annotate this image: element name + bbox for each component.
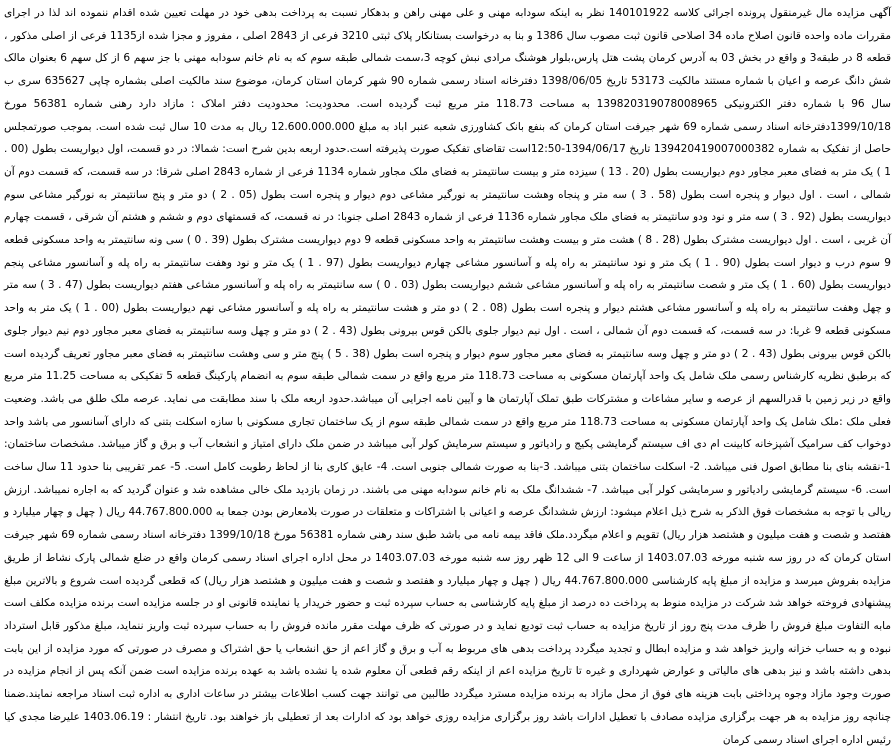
notice-body-text: آگهی مزایده مال غیرمنقول پرونده اجرائی کلاسه 140101922 نظر به اینکه سودابه مهنی و علی مهنی راهن و بدهکار نسبت به پرداخت بدهی خود در مهلت تعیین شده اقدام ننموده اند لذا در اجرای مقررات ماده واحده قانون اصلاح ماده 34 اصلاحی قانون ثبت مصوب سال 1386 و بنا به درخواست بستانکار پلاک ثبتی 3210 فرعی از 2843 اصلی ، مفروز و مجزا شده از1135 فرعی از اصلی مذکور ، قطعه 8 در طبقه3 و واقع در بخش 03 به آدرس کرمان پشت هتل پارس،بلوار هوشنگ مرادی نبش کوچه 3،سمت شمالی طبقه سوم که به نام خانم سودابه مهنی با جز سهم 6 از کل سهم 6 بعنوان مالک شش دانگ عرصه و اعیان با شماره مستند مالکیت 53173 تاریخ 1398/06/05 دفترخانه اسناد رسمی شماره 90 شهر کرمان استان کرمان، موضوع سند مالکیت اصلی بشماره چاپی 635627 سری ب سال 96 با شماره دفتر الکترونیکی 139820319078008965 به مساحت 118.73 متر مربع ثبت گردیده است. محدودیت: محدودیت دفتر املاک : مازاد دارد رهنی شماره 56381 مورخ 1399/10/18دفترخانه اسناد رسمی شماره 69 شهر جیرفت استان کرمان که بنفع بانک کشاورزی شعبه عنبر اباد به مبلغ 12.600.000.000 ریال به مدت 10 سال ثبت شده است. بموجب صورتمجلس حاصل از تفکیک به شماره 139420419007000382 تاریخ 1394/06/17-12:50است تقاضای تفکیک صورت پذیرفته است.حدود اربعه بدین شرح است: شمالا: در دو قسمت، اول دیواریست بطول (00 . 1 ) یک متر به فضای معبر مجاور دوم دیواریست بطول (20 . 13 ) سیزده متر و بیست سانتیمتر به فضای ملک مجاور شماره 1134 فرعی از شماره 2843 اصلی شرقا: در سه قسمت، که قسمت دوم آن شمالی ، است . اول دیوار و پنجره است بطول (58 . 3 ) سه متر و پنجاه وهشت سانتیمتر به نورگیر مشاعی دوم دیوار و پنجره است بطول (05 . 2 ) دو متر و پنج سانتیمتر به نورگیر مشاعی سوم دیواریست بطول (92 . 3 ) سه متر و نود ودو سانتیمتر به فضای ملک مجاور شماره 1136 فرعی از شماره 2843 اصلی جنوبا: در نه قسمت، که قسمتهای دوم و ششم و هشتم آن شرقی ، قسمت چهارم آن غربی ، است . اول دیواریست مشترک بطول (28 . 8 ) هشت متر و بیست وهشت سانتیمتر به واحد مسکونی قطعه 9 دوم دیواریست مشترک بطول (39 . 0 ) سی ونه سانتیمتر به واحد مسکونی قطعه 9 سوم درب و دیوار است بطول (90 . 1 ) یک متر و نود سانتیمتر به راه پله و آسانسور مشاعی چهارم دیواریست بطول (97 . 1 ) یک متر و نود وهفت سانتیمتر به راه پله و آسانسور مشاعی پنجم دیواریست بطول (60 . 1 ) یک متر و شصت سانتیمتر به راه پله و آسانسور مشاعی ششم دیواریست بطول (03 . 0 ) سه سانتیمتر به راه پله و آسانسور مشاعی هفتم دیواریست بطول (47 . 3 ) سه متر و چهل وهفت سانتیمتر به راه پله و آسانسور مشاعی هشتم دیوار و پنجره است بطول (08 . 2 ) دو متر و هشت سانتیمتر به راه پله و آسانسور مشاعی نهم دیواریست بطول (00 . 1 ) یک متر به واحد مسکونی قطعه 9 غربا: در سه قسمت، که قسمت دوم آن شمالی ، است . اول نیم دیوار جلوی بالکن قوس بیرونی بطول (43 . 2 ) دو متر و چهل وسه سانتیمتر به فضای معبر مجاور دوم نیم دیوار جلوی بالکن قوس بیرونی بطول (43 . 2 ) دو متر و چهل وسه سانتیمتر به فضای معبر مجاور سوم دیوار و پنجره است بطول (38 . 5 ) پنج متر و سی وهشت سانتیمتر به فضای معبر مجاور تعریف گردیده است که برطبق نظریه کارشناس رسمی ملک شامل یک واحد آپارتمان مسکونی به مساحت 118.73 متر مربع واقع در سمت شمالی طبقه سوم به انضمام پارکینگ قطعه 5 تفکیکی به مساحت 11.25 متر مربع واقع در زیر زمین با قدرالسهم از عرصه و سایر مشاعات و مشترکات طبق تملک آپارتمان ها و آیین نامه اجرایی آن میباشد.حدود اربعه ملک با سند مطابقت می نماید. عرصه ملک طلق می باشد. وضعیت فعلی ملک :ملک شامل یک واحد آپارتمان مسکونی به مساحت 118.73 متر مربع واقع در سمت شمالی طبقه سوم از یک ساختمان تجاری مسکونی با سازه اسکلت بتنی که دارای آسانسور می باشد واحد دوخواب کف سرامیک آشپزخانه کابینت ام دی اف سیستم گرمایشی پکیج و رادیاتور و سیستم سرمایش کولر آبی میباشد در ضمن ملک دارای امتیاز و انشعاب آب و برق و گاز میباشد. مشخصات ساختمان: 1-نقشه بنای بنا مطابق اصول فنی میباشد. 2- اسکلت ساختمان بتنی میباشد. 3-بنا به صورت شمالی جنوبی است. 4- عایق کاری بنا از لحاظ رطوبت کامل است. 5- عمر تقریبی بنا حدود 11 سال ساخت است. 6- سیستم گرمایشی رادیاتور و سرمایشی کولر آبی میباشد. 7- ششدانگ ملک به نام خانم سودابه مهنی می باشند. در زمان بازدید ملک خالی مشاهده شد و عنوان گردید که به اجاره نمیباشد. ارزش ریالی با توجه به مشخصات فوق الذکر به شرح ذیل اعلام میشود: ارزش ششدانگ عرصه و اعیانی با اشتراکات و متعلقات در صورت بلامعارض بودن جمعا به 44.767.800.000 ریال ( چهل و چهار میلیارد و هفتصد و شصت و هفت میلیون و هشتصد هزار ریال) تقویم و اعلام میگردد.ملک فاقد بیمه نامه می باشد طبق سند رهنی شماره 56381 مورخ 1399/10/18 دفترخانه اسناد رسمی شماره 69 شهر جیرفت استان کرمان که در روز سه شنبه مورخه 1403.07.03 از ساعت 9 الی 12 ظهر روز سه شنبه مورخه 1403.07.03 در محل اداره اجرای اسناد رسمی کرمان واقع در ضلع شمالی پارک نشاط از طریق مزایده بفروش میرسد و مزایده از مبلغ پایه کارشناسی 44.767.800.000 ریال ( چهل و چهار میلیارد و هفتصد و شصت و هفت میلیون و هشتصد هزار ریال) که قطعی گردیده است شروع و بالاترین مبلغ پیشنهادی فروخته خواهد شد شرکت در مزایده منوط به پرداخت ده درصد از مبلغ پایه کارشناسی به حساب سپرده ثبت و حضور خریدار یا نماینده قانونی او در جلسه مزایده است برنده مزایده مکلف است مابه التفاوت مبلغ فروش را ظرف مدت پنج روز از تاریخ مزایده به حساب ثبت تودیع نماید و در صورتی که ظرف مهلت مقرر مانده فروش را به حساب سپرده ثبت واریز ننماید، مبلغ مذکور قابل استرداد نبوده و به حساب خزانه واریز خواهد شد و مزایده ابطال و تجدید میگردد پرداخت بدهی های مربوط به آب و برق و گاز اعم از حق انشعاب یا حق اشتراک و مصرف در صورتی که مورد مزایده از این بابت بدهی داشته باشد و نیز بدهی های مالیاتی و عوارض شهرداری و غیره تا تاریخ مزایده اعم از اینکه رقم قطعی آن معلوم شده یا نشده باشد به عهده برنده مزایده است ضمن آنکه پس از انجام مزایده در صورت وجود مازاد وجوه پرداختی بابت هزینه های فوق از محل مازاد به برنده مزایده مسترد میگردد طالبین می توانند جهت کسب اطلاعات بیشتر در ساعات اداری به اداره ثبت اسناد مراجعه نمایند.ضمنا چنانچه روز مزایده به هر جهت برگزاری مزایده مصادف با تعطیل ادارات باشد روز برگزاری مزایده روزی خواهد بود که ادارات بعد از تعطیلی باز خواهند بود. تاریخ انتشار : 1403.06.19 علیرضا مجدی کیا رئیس اداره اجرای اسناد رسمی کرمان: [4, 7, 892, 746]
